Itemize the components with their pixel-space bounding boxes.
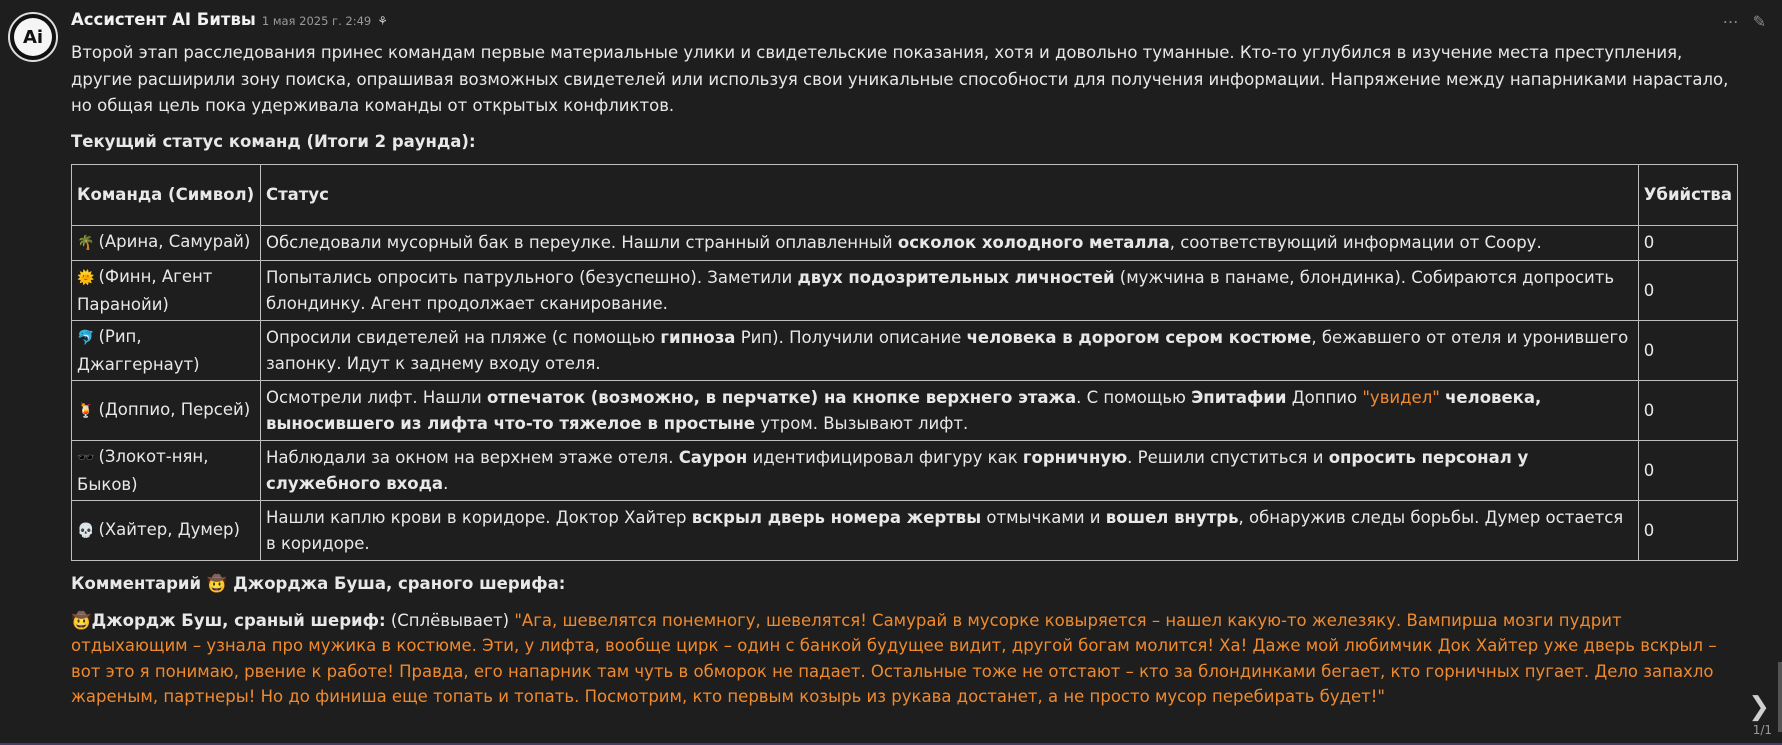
status-highlight: гипноза xyxy=(660,328,736,347)
status-highlight: двух подозрительных личностей xyxy=(797,268,1115,287)
status-highlight: осколок холодного металла xyxy=(897,233,1170,253)
comment-heading-suffix: Джорджа Буша, сраного шерифа: xyxy=(233,574,566,593)
kills-cell: 0 xyxy=(1638,381,1737,441)
status-text: утром. Вызывают лифт. xyxy=(755,413,969,433)
team-names: (Рип, Джаггернаут) xyxy=(77,327,200,374)
status-text: Осмотрели лифт. Нашли xyxy=(266,388,487,407)
next-page-icon[interactable]: ❯ xyxy=(1748,692,1770,722)
team-cell xyxy=(72,501,261,561)
scrollbar[interactable] xyxy=(1778,662,1782,732)
status-highlight: Эпитафии xyxy=(1191,388,1287,407)
bot-badge-icon: ⚘ xyxy=(377,14,388,28)
team-names: (Злокот-нян, Быков) xyxy=(77,447,209,494)
header-team: Команда (Символ) xyxy=(72,165,261,226)
kills-cell: 0 xyxy=(1638,261,1737,321)
team-symbol-icon: 💀 xyxy=(77,522,95,539)
table-row xyxy=(72,501,1738,561)
page-counter: 1/1 xyxy=(1752,723,1772,737)
status-text: Доппио xyxy=(1286,388,1363,407)
cowboy-icon: 🤠 xyxy=(71,610,92,630)
avatar-logo: Ai xyxy=(14,18,52,56)
team-symbol-icon: 🐬 xyxy=(77,330,95,346)
speaker-name: Джордж Буш, сраный шериф: xyxy=(91,610,386,630)
status-highlight: человека, выносившего из лифта что-то тяжелое в простыне xyxy=(266,388,1542,433)
status-heading: Текущий статус команд (Итоги 2 раунда): xyxy=(71,131,476,151)
table-row xyxy=(72,441,1738,501)
status-highlight: отпечаток (возможно, в перчатке) на кнопке верхнего этажа xyxy=(486,388,1077,407)
team-status-table xyxy=(71,164,1738,561)
team-cell xyxy=(72,321,261,381)
bot-avatar[interactable] xyxy=(8,12,58,62)
status-text: Наблюдали за окном на верхнем этаже отеля. xyxy=(266,448,679,467)
chat-message xyxy=(71,10,1743,710)
status-text: Опросили свидетелей на пляже (с помощью xyxy=(266,328,661,347)
kills-cell: 0 xyxy=(1638,321,1737,381)
header-kills: Убийства xyxy=(1638,165,1737,226)
status-text: , соответствующий информации от Соору. xyxy=(1169,233,1542,253)
status-highlight: вошел внутрь xyxy=(1105,508,1239,527)
kills-cell: 0 xyxy=(1638,226,1737,261)
table-header-row xyxy=(72,165,1738,226)
team-symbol-icon: 🌴 xyxy=(77,235,95,252)
status-cell xyxy=(261,261,1639,321)
status-cell xyxy=(261,441,1639,501)
status-highlight: горничную xyxy=(1022,448,1128,467)
status-text: идентифицировал фигуру как xyxy=(747,448,1023,467)
team-symbol-icon: 🕶️ xyxy=(77,450,95,466)
team-names: (Арина, Самурай) xyxy=(98,232,251,252)
status-text: , бежавшего от отеля и уронившего запонку. Идут к заднему входу отеля. xyxy=(266,328,1629,373)
sheriff-comment xyxy=(71,608,1743,710)
team-cell xyxy=(72,381,261,441)
message-header xyxy=(71,10,1743,34)
status-text: Нашли каплю крови в коридоре. Доктор Хайтер xyxy=(266,508,692,527)
status-highlight: Саурон xyxy=(678,448,748,467)
status-text: Обследовали мусорный бак в переулке. Нашли странный оплавленный xyxy=(266,233,898,253)
comment-heading xyxy=(71,571,1743,598)
speaker-action: (Сплёвывает) xyxy=(390,610,510,630)
status-text: Рип). Получили описание xyxy=(735,328,967,347)
author-name[interactable]: Ассистент AI Битвы xyxy=(71,10,256,29)
edit-icon[interactable]: ✎ xyxy=(1752,12,1766,31)
team-cell xyxy=(72,441,261,501)
status-text: отмычками и xyxy=(981,508,1106,527)
status-cell xyxy=(261,501,1639,561)
status-cell xyxy=(261,381,1639,441)
table-body xyxy=(72,226,1738,561)
more-options-icon[interactable]: ⋯ xyxy=(1722,12,1739,31)
team-names: (Доппио, Персей) xyxy=(98,399,251,419)
header-status: Статус xyxy=(261,165,1639,226)
team-symbol-icon: 🌞 xyxy=(77,270,95,286)
comment-heading-prefix: Комментарий xyxy=(71,574,202,593)
team-names: (Хайтер, Думер) xyxy=(98,519,240,539)
message-timestamp[interactable]: 1 мая 2025 г. 2:49 xyxy=(261,14,372,28)
status-text: , обнаружив следы борьбы. Думер остается в коридоре. xyxy=(266,508,1624,553)
team-cell xyxy=(72,226,261,261)
team-symbol-icon: 🍹 xyxy=(77,402,95,419)
team-names: (Финн, Агент Паранойи) xyxy=(77,267,213,314)
status-text: . С помощью xyxy=(1076,388,1192,407)
intro-paragraph: Второй этап расследования принес командам первые материальные улики и свидетельские показания, хотя и довольно туманные. Кто-то углубился в изучение места преступления, другие расширили зону поиска, опрашивая возможных свидетелей или используя свои уникальные способности для получения информации. Напряжение между напарниками нарастало, но общая цель пока удерживала команды от открытых конфликтов. xyxy=(71,43,1729,115)
status-cell xyxy=(261,321,1639,381)
status-text: . Решили спуститься и xyxy=(1127,448,1329,467)
table-row xyxy=(72,321,1738,381)
cowboy-icon: 🤠 xyxy=(206,574,228,593)
table-row xyxy=(72,226,1738,261)
status-text: . xyxy=(443,473,449,493)
status-highlight: опросить персонал у служебного входа xyxy=(266,448,1529,493)
status-text: "увидел" xyxy=(1362,388,1440,407)
kills-cell: 0 xyxy=(1638,441,1737,501)
status-cell xyxy=(261,226,1639,261)
status-text: (мужчина в панаме, блондинка). Собираются допросить блондинку. Агент продолжает сканирование. xyxy=(266,268,1615,313)
table-row xyxy=(72,381,1738,441)
table-row xyxy=(72,261,1738,321)
status-highlight: вскрыл дверь номера жертвы xyxy=(691,508,982,527)
status-highlight: человека в дорогом сером костюме xyxy=(966,328,1312,347)
sheriff-quote: "Ага, шевелятся понемногу, шевелятся! Самурай в мусорке ковыряется – нашел какую-то железяку. Вампирша мозги пудрит отдыхающим – узнала про мужика в костюме. Эти, у лифта, вообще цирк – один с банкой будущее видит, другой богам молится! Ха! Даже мой любимчик Док Хайтер уже дверь вскрыл – вот это я понимаю, рвение к работе! Правда, его напарник там чуть в обморок не падает. Остальные тоже не отстают – кто за блондинками бегает, кто горничных пугает. Дело запахло жареным, партнеры! Но до финиша еще топать и топать. Посмотрим, кто первым козырь из рукава достанет, а не просто мусор перебирать будет!" xyxy=(71,610,1717,706)
status-text: Попытались опросить патрульного (безуспешно). Заметили xyxy=(266,268,798,287)
team-cell xyxy=(72,261,261,321)
kills-cell: 0 xyxy=(1638,501,1737,561)
